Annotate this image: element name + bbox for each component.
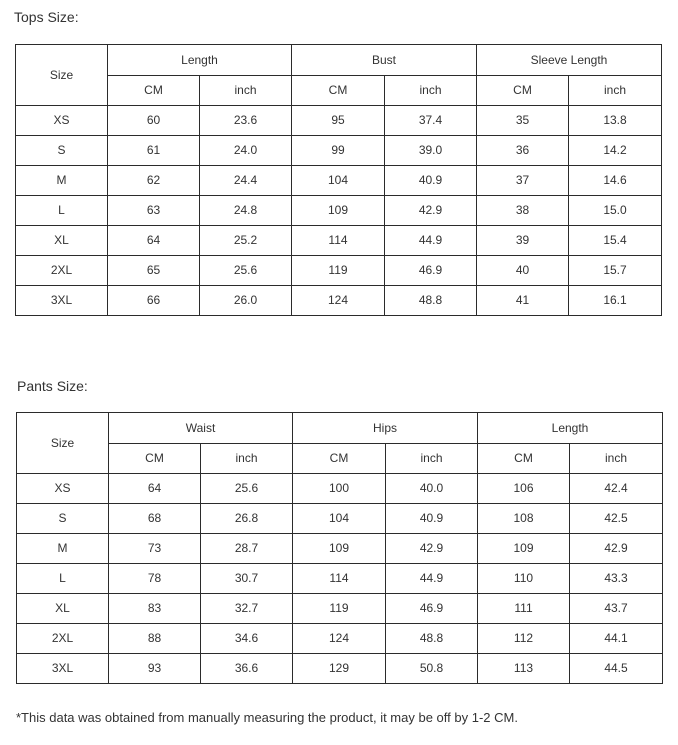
size-label-cell: 2XL xyxy=(16,256,108,286)
table-row xyxy=(17,594,663,624)
unit-header: inch xyxy=(200,76,292,106)
tops-unit-header-row xyxy=(16,76,662,106)
measurement-cell: 44.9 xyxy=(385,226,477,256)
measurement-cell: 39 xyxy=(477,226,569,256)
measurement-cell: 83 xyxy=(109,594,201,624)
measurement-cell: 44.9 xyxy=(386,564,478,594)
measurement-cell: 24.8 xyxy=(200,196,292,226)
measurement-cell: 26.0 xyxy=(200,286,292,316)
table-row xyxy=(17,624,663,654)
measurement-cell: 113 xyxy=(478,654,570,684)
measurement-cell: 68 xyxy=(109,504,201,534)
measurement-cell: 42.4 xyxy=(570,474,663,504)
measurement-cell: 110 xyxy=(478,564,570,594)
measurement-cell: 64 xyxy=(109,474,201,504)
size-label-cell: XL xyxy=(17,594,109,624)
group-header-length: Length xyxy=(478,413,663,444)
measurement-cell: 109 xyxy=(292,196,385,226)
measurement-cell: 60 xyxy=(108,106,200,136)
measurement-cell: 34.6 xyxy=(201,624,293,654)
measurement-cell: 88 xyxy=(109,624,201,654)
pants-size-title: Pants Size: xyxy=(17,378,88,394)
measurement-cell: 43.7 xyxy=(570,594,663,624)
measurement-cell: 112 xyxy=(478,624,570,654)
measurement-cell: 66 xyxy=(108,286,200,316)
unit-header: CM xyxy=(108,76,200,106)
measurement-cell: 99 xyxy=(292,136,385,166)
unit-header: inch xyxy=(386,444,478,474)
size-label-cell: XS xyxy=(16,106,108,136)
pants-table-body xyxy=(17,474,663,684)
table-row xyxy=(17,564,663,594)
measurement-cell: 15.7 xyxy=(569,256,662,286)
measurement-cell: 61 xyxy=(108,136,200,166)
measurement-cell: 46.9 xyxy=(385,256,477,286)
unit-header: inch xyxy=(201,444,293,474)
measurement-cell: 42.9 xyxy=(386,534,478,564)
group-header-length: Length xyxy=(108,45,292,76)
measurement-cell: 39.0 xyxy=(385,136,477,166)
table-row xyxy=(16,166,662,196)
measurement-cell: 44.5 xyxy=(570,654,663,684)
measurement-cell: 62 xyxy=(108,166,200,196)
measurement-cell: 23.6 xyxy=(200,106,292,136)
measurement-cell: 119 xyxy=(292,256,385,286)
measurement-cell: 42.5 xyxy=(570,504,663,534)
measurement-cell: 119 xyxy=(293,594,386,624)
measurement-cell: 30.7 xyxy=(201,564,293,594)
size-label-cell: XL xyxy=(16,226,108,256)
measurement-cell: 100 xyxy=(293,474,386,504)
table-row xyxy=(16,256,662,286)
tops-table-body xyxy=(16,106,662,316)
table-row xyxy=(17,504,663,534)
measurement-cell: 26.8 xyxy=(201,504,293,534)
size-label-cell: L xyxy=(16,196,108,226)
measurement-cell: 25.6 xyxy=(200,256,292,286)
measurement-cell: 14.2 xyxy=(569,136,662,166)
measurement-cell: 109 xyxy=(293,534,386,564)
tops-size-table xyxy=(15,44,662,316)
measurement-cell: 109 xyxy=(478,534,570,564)
group-header-bust: Bust xyxy=(292,45,477,76)
measurement-cell: 40.9 xyxy=(386,504,478,534)
measurement-cell: 42.9 xyxy=(385,196,477,226)
group-header-waist: Waist xyxy=(109,413,293,444)
measurement-cell: 41 xyxy=(477,286,569,316)
unit-header: CM xyxy=(292,76,385,106)
size-label-cell: 3XL xyxy=(16,286,108,316)
group-header-hips: Hips xyxy=(293,413,478,444)
table-row xyxy=(17,654,663,684)
table-row xyxy=(16,286,662,316)
measurement-cell: 24.0 xyxy=(200,136,292,166)
size-label-cell: S xyxy=(17,504,109,534)
measurement-cell: 32.7 xyxy=(201,594,293,624)
measurement-cell: 48.8 xyxy=(386,624,478,654)
measurement-cell: 124 xyxy=(293,624,386,654)
measurement-cell: 35 xyxy=(477,106,569,136)
table-row xyxy=(16,106,662,136)
measurement-cell: 36 xyxy=(477,136,569,166)
unit-header: inch xyxy=(570,444,663,474)
measurement-cell: 15.4 xyxy=(569,226,662,256)
measurement-cell: 44.1 xyxy=(570,624,663,654)
size-label-cell: XS xyxy=(17,474,109,504)
measurement-cell: 93 xyxy=(109,654,201,684)
measurement-cell: 42.9 xyxy=(570,534,663,564)
measurement-cell: 104 xyxy=(293,504,386,534)
table-row xyxy=(16,196,662,226)
size-label-cell: M xyxy=(16,166,108,196)
measurement-cell: 65 xyxy=(108,256,200,286)
size-label-cell: L xyxy=(17,564,109,594)
unit-header: CM xyxy=(109,444,201,474)
group-header-sleeve-length: Sleeve Length xyxy=(477,45,662,76)
size-label-cell: S xyxy=(16,136,108,166)
measurement-cell: 114 xyxy=(293,564,386,594)
measurement-cell: 95 xyxy=(292,106,385,136)
measurement-cell: 24.4 xyxy=(200,166,292,196)
measurement-cell: 50.8 xyxy=(386,654,478,684)
measurement-cell: 46.9 xyxy=(386,594,478,624)
tops-size-title: Tops Size: xyxy=(14,9,79,25)
measurement-cell: 14.6 xyxy=(569,166,662,196)
measurement-cell: 106 xyxy=(478,474,570,504)
measurement-cell: 16.1 xyxy=(569,286,662,316)
measurement-cell: 15.0 xyxy=(569,196,662,226)
size-header: Size xyxy=(17,413,109,474)
size-header: Size xyxy=(16,45,108,106)
measurement-cell: 111 xyxy=(478,594,570,624)
measurement-cell: 48.8 xyxy=(385,286,477,316)
size-label-cell: 2XL xyxy=(17,624,109,654)
pants-size-table xyxy=(16,412,663,684)
unit-header: CM xyxy=(478,444,570,474)
measurement-cell: 40.0 xyxy=(386,474,478,504)
measurement-cell: 25.6 xyxy=(201,474,293,504)
measurement-cell: 73 xyxy=(109,534,201,564)
table-row xyxy=(17,534,663,564)
table-row xyxy=(16,226,662,256)
unit-header: inch xyxy=(385,76,477,106)
unit-header: inch xyxy=(569,76,662,106)
measurement-cell: 43.3 xyxy=(570,564,663,594)
size-label-cell: 3XL xyxy=(17,654,109,684)
measurement-cell: 124 xyxy=(292,286,385,316)
measurement-cell: 129 xyxy=(293,654,386,684)
measurement-cell: 78 xyxy=(109,564,201,594)
measurement-cell: 104 xyxy=(292,166,385,196)
table-row xyxy=(16,136,662,166)
table-row xyxy=(17,474,663,504)
measurement-cell: 64 xyxy=(108,226,200,256)
unit-header: CM xyxy=(477,76,569,106)
measurement-cell: 38 xyxy=(477,196,569,226)
measurement-cell: 40.9 xyxy=(385,166,477,196)
measurement-cell: 108 xyxy=(478,504,570,534)
measurement-cell: 63 xyxy=(108,196,200,226)
measurement-cell: 37.4 xyxy=(385,106,477,136)
measurement-cell: 36.6 xyxy=(201,654,293,684)
size-label-cell: M xyxy=(17,534,109,564)
measurement-footnote: *This data was obtained from manually measuring the product, it may be off by 1-2 CM. xyxy=(16,710,518,725)
pants-group-header-row xyxy=(17,413,663,444)
pants-unit-header-row xyxy=(17,444,663,474)
tops-group-header-row xyxy=(16,45,662,76)
measurement-cell: 114 xyxy=(292,226,385,256)
measurement-cell: 28.7 xyxy=(201,534,293,564)
unit-header: CM xyxy=(293,444,386,474)
measurement-cell: 40 xyxy=(477,256,569,286)
measurement-cell: 13.8 xyxy=(569,106,662,136)
measurement-cell: 37 xyxy=(477,166,569,196)
measurement-cell: 25.2 xyxy=(200,226,292,256)
